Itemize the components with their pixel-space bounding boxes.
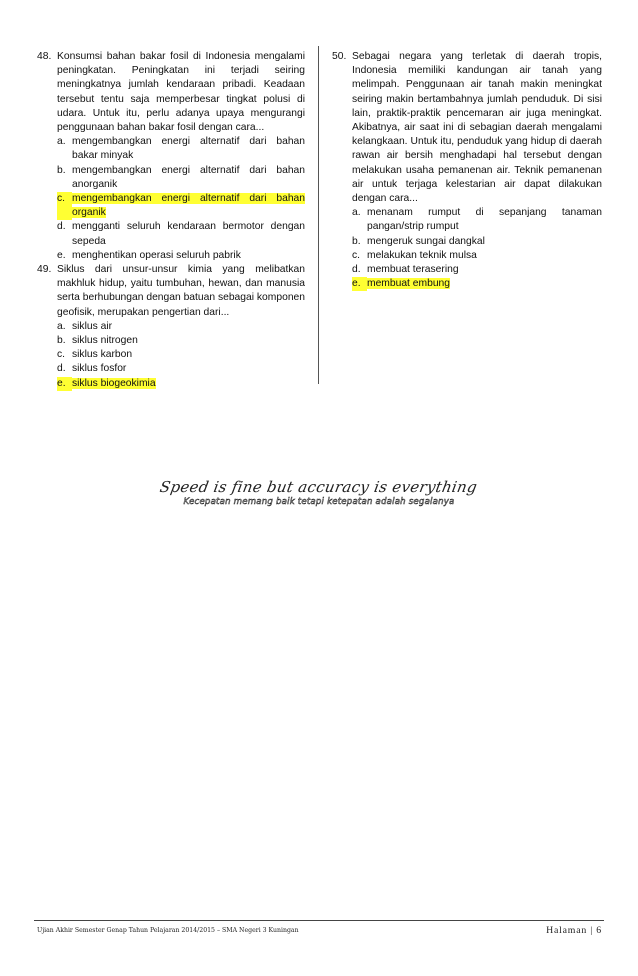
option-letter: b. xyxy=(57,164,66,176)
option-50-a xyxy=(352,206,602,234)
option-letter: e. xyxy=(352,277,367,291)
option-text-highlighted: membuat embung xyxy=(367,278,450,290)
option-50-c xyxy=(352,249,602,263)
footer-exam-title: Ujian Akhir Semester Genap Tahun Pelajaran 2014/2015 – SMA Negeri 3 Kuningan xyxy=(37,927,299,934)
option-49-b xyxy=(57,334,305,348)
option-text-highlighted: mengembangkan energi alternatif dari bahan organik xyxy=(72,193,305,219)
option-letter: d. xyxy=(352,264,361,276)
motto-translation: Kecepatan memang baik tetapi ketepatan adalah segalanya xyxy=(183,497,455,507)
column-divider xyxy=(318,46,319,384)
footer-page-number: Halaman | 6 xyxy=(546,925,602,936)
option-48-a xyxy=(57,135,305,163)
option-48-d xyxy=(57,220,305,248)
motto-main: Speed is fine but accuracy is everything xyxy=(158,478,480,496)
option-49-c xyxy=(57,348,305,362)
option-text: mengganti seluruh kendaraan bermotor dengan sepeda xyxy=(72,221,305,247)
option-text: siklus nitrogen xyxy=(72,335,138,347)
option-text: siklus fosfor xyxy=(72,363,127,375)
option-50-b xyxy=(352,235,602,249)
left-column xyxy=(37,50,305,391)
option-text: menanam rumput di sepanjang tanaman pangan/strip rumput xyxy=(367,207,602,233)
option-49-a xyxy=(57,320,305,334)
option-48-c-answer xyxy=(57,192,305,220)
question-stem: Sebagai negara yang terletak di daerah tropis, Indonesia memiliki kandungan air tanah yang melimpah. Penggunaan air tanah makin meningkat seiring makin bertambahnya jumlah penduduk. Di sisi lain, praktik-praktik pencemaran air juga meningkat. Akibatnya, air saat ini di sebagian daerah mengalami kelangkaan. Untuk itu, penduduk yang hidup di daerah rawan air bersih menghadapi hal tersebut dengan melakukan usaha pemanenan air. Teknik pemanenan air untuk terjaga kelestarian air dapat dilakukan dengan cara... xyxy=(352,51,602,205)
option-text: melakukan teknik mulsa xyxy=(367,249,477,261)
right-column xyxy=(332,50,602,291)
question-49 xyxy=(37,263,305,320)
option-letter: e. xyxy=(57,249,66,261)
option-letter: b. xyxy=(352,235,361,247)
option-text: siklus karbon xyxy=(72,349,133,361)
motto xyxy=(0,478,638,507)
option-48-e xyxy=(57,249,305,263)
option-letter: d. xyxy=(57,363,66,375)
footer-rule xyxy=(34,920,604,921)
option-text: menghentikan operasi seluruh pabrik xyxy=(72,249,241,261)
question-number: 50. xyxy=(332,51,347,62)
question-stem: Konsumsi bahan bakar fosil di Indonesia mengalami peningkatan. Peningkatan ini terjadi seiring meningkatnya jumlah kendaraan pribadi. Keadaan tersebut tentu saja memperbesar tingkat polusi di udara. Untuk itu, perlu adanya upaya mengurangi penggunaan bahan bakar fosil dengan cara... xyxy=(57,51,305,134)
option-letter: a. xyxy=(57,320,66,332)
option-letter: b. xyxy=(57,335,66,347)
option-letter: e. xyxy=(57,377,72,391)
option-49-d xyxy=(57,362,305,376)
option-letter: d. xyxy=(57,221,66,233)
option-48-b xyxy=(57,164,305,192)
option-text-highlighted: siklus biogeokimia xyxy=(72,377,156,389)
question-50 xyxy=(332,50,602,206)
option-letter: c. xyxy=(57,349,66,361)
option-50-d xyxy=(352,263,602,277)
question-stem: Siklus dari unsur-unsur kimia yang melibatkan makhluk hidup, yaitu tumbuhan, hewan, dan manusia serta berhubungan dengan batuan sebagai komponen geofisik, merupakan pengertian dari... xyxy=(57,264,305,318)
option-50-e-answer xyxy=(352,277,602,291)
option-49-e-answer xyxy=(57,377,305,391)
option-letter: a. xyxy=(57,136,66,148)
option-letter: a. xyxy=(352,207,361,219)
option-letter: c. xyxy=(57,192,72,220)
question-number: 48. xyxy=(37,51,52,62)
option-text: mengembangkan energi alternatif dari bahan anorganik xyxy=(72,164,305,190)
option-text: siklus air xyxy=(72,320,113,332)
option-text: mengeruk sungai dangkal xyxy=(367,235,485,247)
question-number: 49. xyxy=(37,264,52,276)
question-48 xyxy=(37,50,305,135)
option-letter: c. xyxy=(352,249,361,261)
option-text: mengembangkan energi alternatif dari bahan bakar minyak xyxy=(72,136,305,162)
option-text: membuat terasering xyxy=(367,264,459,276)
